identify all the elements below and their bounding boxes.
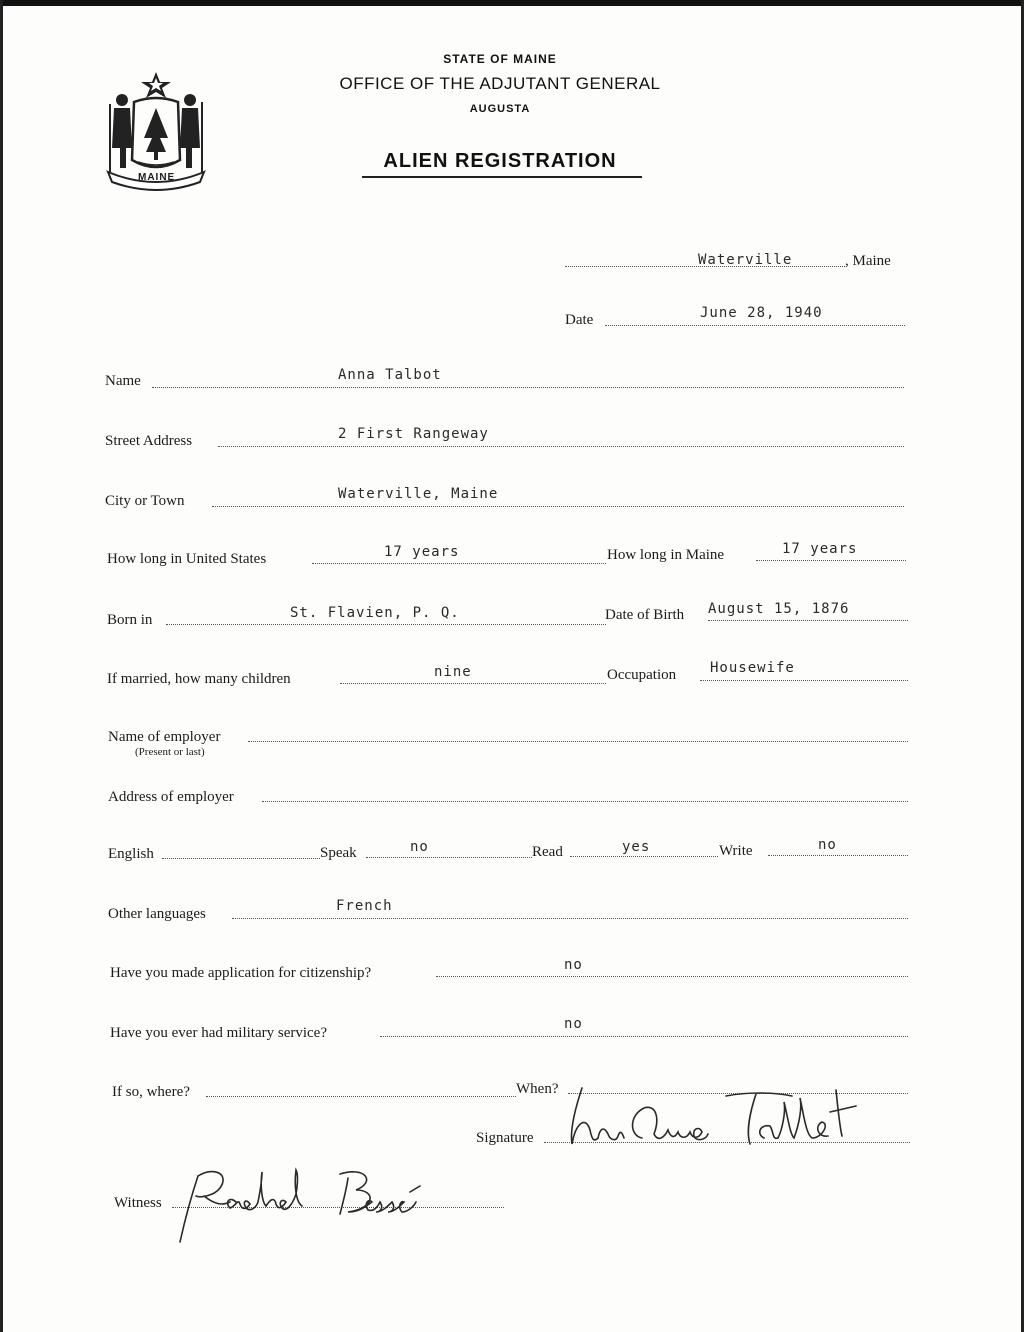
other-languages-label: Other languages xyxy=(108,906,206,922)
scan-edge-left xyxy=(0,0,3,1332)
citizenship-label: Have you made application for citizenship? xyxy=(110,965,372,981)
title-underline xyxy=(362,176,642,178)
how-long-maine-line xyxy=(756,560,906,561)
city-or-town-line xyxy=(212,506,904,507)
city-or-town-label: City or Town xyxy=(105,493,185,509)
street-address-value: 2 First Rangeway xyxy=(338,426,489,442)
employer-name-sublabel: (Present or last) xyxy=(135,746,205,758)
english-label: English xyxy=(108,846,154,862)
where-label: If so, where? xyxy=(112,1084,190,1100)
employer-name-label: Name of employer xyxy=(108,729,221,745)
read-value: yes xyxy=(622,839,651,855)
date-of-birth-value: August 15, 1876 xyxy=(708,601,850,617)
date-of-birth-label: Date of Birth xyxy=(605,607,685,623)
children-line xyxy=(340,683,606,684)
speak-value: no xyxy=(410,839,429,855)
how-long-us-line xyxy=(312,563,606,564)
born-in-value: St. Flavien, P. Q. xyxy=(290,605,460,621)
when-label: When? xyxy=(516,1081,559,1097)
witness-label: Witness xyxy=(114,1195,162,1211)
military-line xyxy=(380,1036,908,1037)
read-line xyxy=(570,856,718,857)
children-value: nine xyxy=(434,664,472,680)
read-label: Read xyxy=(532,844,563,860)
how-long-us-label: How long in United States xyxy=(107,551,267,567)
occupation-label: Occupation xyxy=(607,667,677,683)
header-state: STATE OF MAINE xyxy=(443,52,557,66)
occupation-line xyxy=(700,680,908,681)
street-address-label: Street Address xyxy=(105,433,193,449)
where-line xyxy=(206,1096,516,1097)
employer-address-label: Address of employer xyxy=(108,789,234,805)
street-address-line xyxy=(218,446,904,447)
employer-name-line xyxy=(248,741,908,742)
scan-edge-top xyxy=(0,0,1024,6)
name-label: Name xyxy=(105,373,141,389)
signature-mark xyxy=(560,1082,880,1158)
signature-label: Signature xyxy=(476,1130,534,1146)
military-label: Have you ever had military service? xyxy=(110,1025,327,1041)
date-label: Date xyxy=(565,312,594,328)
employer-address-line xyxy=(262,801,908,802)
header-office: OFFICE OF THE ADJUTANT GENERAL xyxy=(339,74,661,93)
date-line xyxy=(605,325,905,326)
citizenship-value: no xyxy=(564,957,583,973)
speak-label: Speak xyxy=(320,845,357,861)
other-languages-value: French xyxy=(336,898,393,914)
military-value: no xyxy=(564,1016,583,1032)
write-label: Write xyxy=(719,843,753,859)
form-title: ALIEN REGISTRATION xyxy=(383,150,617,172)
how-long-maine-value: 17 years xyxy=(782,541,858,557)
witness-mark xyxy=(170,1156,510,1246)
place-suffix: , Maine xyxy=(845,253,891,269)
name-value: Anna Talbot xyxy=(338,367,442,383)
born-in-line xyxy=(166,624,606,625)
header-city: AUGUSTA xyxy=(469,103,531,115)
place-value: Waterville xyxy=(698,252,793,268)
occupation-value: Housewife xyxy=(710,660,795,676)
write-value: no xyxy=(818,837,837,853)
write-line xyxy=(768,855,908,856)
citizenship-line xyxy=(436,976,908,977)
children-label: If married, how many children xyxy=(107,671,291,687)
date-value: June 28, 1940 xyxy=(700,305,823,321)
city-or-town-value: Waterville, Maine xyxy=(338,486,499,502)
seal-banner: MAINE xyxy=(138,172,176,183)
how-long-us-value: 17 years xyxy=(384,544,460,560)
born-in-label: Born in xyxy=(107,612,153,628)
speak-line xyxy=(366,857,532,858)
other-languages-line xyxy=(232,918,908,919)
date-of-birth-line xyxy=(708,620,908,621)
english-line xyxy=(162,858,320,859)
how-long-maine-label: How long in Maine xyxy=(607,547,725,563)
name-line xyxy=(152,387,904,388)
